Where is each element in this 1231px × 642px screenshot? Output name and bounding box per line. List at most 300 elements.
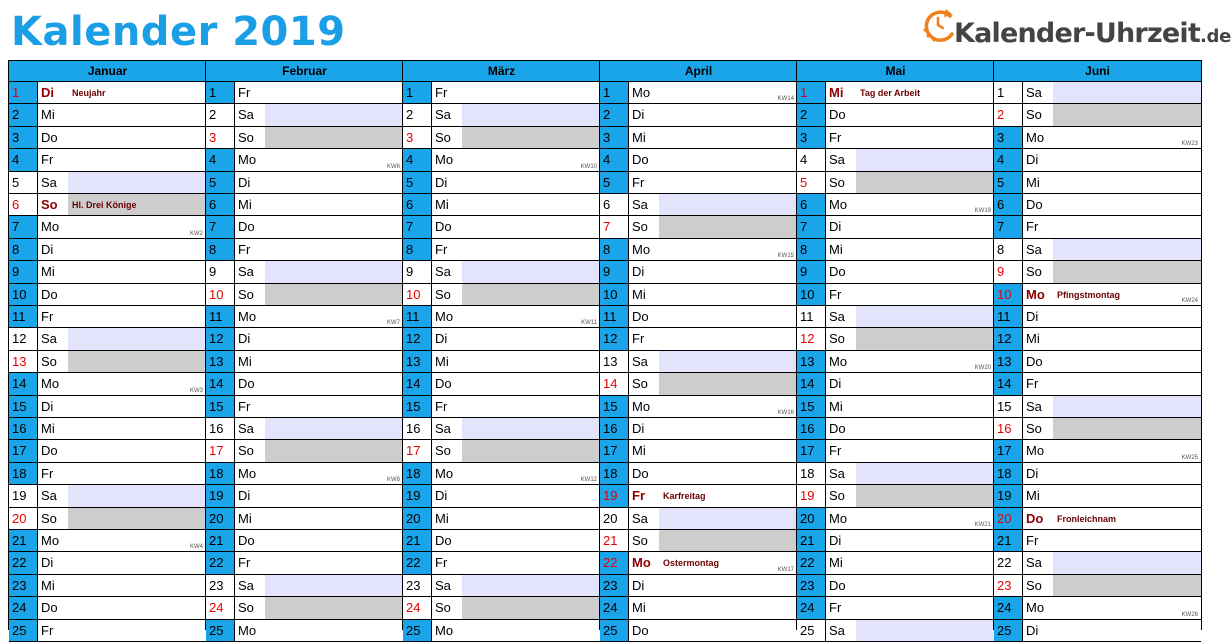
- day-number: 11: [206, 306, 235, 327]
- week-number: KW3: [189, 387, 203, 394]
- weekday-name: Di: [1026, 465, 1039, 481]
- weekday-name: Mo: [829, 510, 848, 526]
- day-row: [994, 149, 1201, 171]
- note-cell: [462, 216, 600, 237]
- day-row: [797, 261, 994, 283]
- day-number: 14: [994, 373, 1023, 394]
- day-row: [600, 508, 797, 530]
- weekday-name: Fr: [829, 286, 842, 302]
- day-row: [600, 351, 797, 373]
- note-cell: [265, 440, 403, 461]
- day-row: [206, 440, 403, 462]
- note-cell: [1053, 597, 1201, 618]
- note-cell: [1053, 172, 1201, 193]
- note-cell: [659, 620, 797, 641]
- weekday-name: Do: [632, 309, 649, 324]
- note-cell: [462, 306, 600, 327]
- day-row: [994, 552, 1201, 574]
- weekday-name: Di: [238, 174, 251, 190]
- day-row: [9, 239, 206, 261]
- month-column: [8, 60, 206, 638]
- day-number: 24: [797, 597, 826, 618]
- weekday-name: Mi: [632, 443, 646, 459]
- note-cell: [856, 508, 994, 529]
- weekday-name: Sa: [238, 577, 254, 593]
- day-row: [797, 172, 994, 194]
- day-number: 17: [600, 440, 629, 461]
- note-cell: [68, 530, 206, 551]
- day-row: [206, 373, 403, 395]
- weekday-name: Do: [1026, 353, 1043, 369]
- day-row: [403, 351, 600, 373]
- note-cell: [68, 620, 206, 641]
- weekday-name: Sa: [41, 488, 57, 504]
- weekday-name: Fr: [41, 622, 54, 638]
- week-number: KW19: [974, 208, 991, 215]
- note-cell: [856, 597, 994, 618]
- day-row: [797, 530, 994, 552]
- weekday-name: Mo: [1026, 286, 1045, 302]
- month-header: Februar: [206, 60, 403, 82]
- day-number: 7: [797, 216, 826, 237]
- weekday-name: Mi: [829, 555, 843, 571]
- day-row: [206, 530, 403, 552]
- holiday-label: Karfreitag: [663, 491, 706, 502]
- note-cell: [856, 396, 994, 417]
- day-number: 4: [403, 149, 432, 170]
- day-number: 25: [797, 620, 826, 641]
- day-row: [206, 597, 403, 619]
- day-row: [9, 485, 206, 507]
- note-cell: [659, 172, 797, 193]
- day-row: [206, 127, 403, 149]
- weekday-name: Di: [829, 533, 842, 548]
- note-cell: [856, 552, 994, 573]
- day-row: [403, 194, 600, 216]
- day-row: [600, 396, 797, 418]
- note-cell: [659, 261, 797, 282]
- weekday-name: Mo: [238, 309, 257, 324]
- weekday-name: Sa: [829, 622, 845, 638]
- day-number: 8: [206, 239, 235, 260]
- note-cell: [265, 127, 403, 148]
- note-cell: [265, 463, 403, 484]
- day-number: 14: [403, 373, 432, 394]
- note-cell: [265, 575, 403, 596]
- day-row: [797, 396, 994, 418]
- note-cell: [659, 440, 797, 461]
- day-number: 22: [600, 552, 629, 573]
- note-cell: [265, 216, 403, 237]
- day-number: 15: [994, 396, 1023, 417]
- site-logo[interactable]: [920, 2, 1231, 58]
- weekday-name: Do: [632, 622, 649, 638]
- day-row: [600, 597, 797, 619]
- month-header: April: [600, 60, 797, 82]
- weekday-name: Sa: [41, 331, 57, 347]
- note-cell: [265, 104, 403, 125]
- day-row: [206, 284, 403, 306]
- day-row: [994, 575, 1201, 597]
- note-cell: [462, 575, 600, 596]
- month-header: Juni: [994, 60, 1201, 82]
- weekday-name: So: [435, 443, 451, 459]
- day-number: 2: [403, 104, 432, 125]
- note-cell: [462, 418, 600, 439]
- day-row: [9, 104, 206, 126]
- day-row: [403, 552, 600, 574]
- day-number: 20: [9, 508, 38, 529]
- day-row: [403, 328, 600, 350]
- day-number: 23: [797, 575, 826, 596]
- note-cell: [68, 216, 206, 237]
- weekday-name: Di: [632, 107, 645, 123]
- weekday-name: Do: [435, 376, 452, 392]
- weekday-name: Di: [41, 85, 54, 100]
- day-number: 21: [797, 530, 826, 551]
- day-number: 5: [797, 172, 826, 193]
- day-number: 9: [9, 261, 38, 282]
- weekday-name: Mo: [238, 622, 257, 638]
- note-cell: [462, 127, 600, 148]
- note-cell: [659, 194, 797, 215]
- weekday-name: Do: [632, 465, 649, 481]
- week-number: KW8: [386, 477, 400, 484]
- day-row: [206, 620, 403, 642]
- note-cell: [462, 284, 600, 305]
- day-number: 10: [797, 284, 826, 305]
- day-row: [600, 261, 797, 283]
- day-row: [994, 530, 1201, 552]
- note-cell: [68, 396, 206, 417]
- day-number: 8: [403, 239, 432, 260]
- day-number: 4: [797, 149, 826, 170]
- holiday-label: Ostermontag: [663, 558, 720, 569]
- weekday-name: Mi: [1026, 331, 1040, 347]
- day-number: 7: [9, 216, 38, 237]
- day-row: [403, 127, 600, 149]
- day-row: [797, 597, 994, 619]
- weekday-name: Di: [435, 331, 448, 347]
- day-row: [797, 104, 994, 126]
- note-cell: [462, 194, 600, 215]
- day-row: [994, 216, 1201, 238]
- note-cell: [1053, 463, 1201, 484]
- day-row: [403, 530, 600, 552]
- day-row: [797, 351, 994, 373]
- holiday-label: Pfingstmontag: [1057, 289, 1120, 300]
- week-number: KW11: [581, 320, 597, 327]
- note-cell: [68, 284, 206, 305]
- day-row: [9, 575, 206, 597]
- day-number: 16: [600, 418, 629, 439]
- weekday-name: So: [632, 219, 648, 235]
- day-row: [797, 575, 994, 597]
- day-row: [206, 216, 403, 238]
- weekday-name: Mo: [829, 353, 848, 369]
- day-number: 4: [600, 149, 629, 170]
- day-number: 14: [9, 373, 38, 394]
- holiday-label: Hl. Drei Könige: [72, 200, 137, 210]
- day-number: 16: [797, 418, 826, 439]
- day-number: 25: [206, 620, 235, 641]
- weekday-name: Sa: [435, 577, 451, 593]
- month-column: [402, 60, 600, 638]
- day-number: 24: [9, 597, 38, 618]
- weekday-name: Mo: [238, 465, 257, 481]
- day-row: [994, 328, 1201, 350]
- day-row: [403, 575, 600, 597]
- day-number: 20: [403, 508, 432, 529]
- weekday-name: Do: [41, 600, 58, 616]
- page-title: Kalender 2019: [11, 9, 346, 55]
- day-row: [600, 530, 797, 552]
- day-row: [994, 172, 1201, 194]
- day-number: 3: [994, 127, 1023, 148]
- weekday-name: Sa: [1026, 241, 1042, 257]
- day-row: [9, 463, 206, 485]
- note-cell: [462, 261, 600, 282]
- note-cell: [68, 373, 206, 394]
- day-number: 19: [403, 485, 432, 506]
- weekday-name: Di: [1026, 309, 1039, 324]
- weekday-name: Do: [1026, 510, 1044, 526]
- day-number: 8: [600, 239, 629, 260]
- weekday-name: Fr: [238, 241, 251, 257]
- weekday-name: Mi: [41, 264, 55, 280]
- weekday-name: So: [41, 353, 57, 369]
- day-row: [797, 306, 994, 328]
- day-row: [403, 597, 600, 619]
- day-number: 6: [403, 194, 432, 215]
- weekday-name: Do: [829, 264, 846, 280]
- day-row: [600, 418, 797, 440]
- note-cell: [265, 194, 403, 215]
- weekday-name: Di: [435, 488, 448, 504]
- note-cell: [1053, 104, 1201, 125]
- day-row: [403, 284, 600, 306]
- day-row: [9, 396, 206, 418]
- month-column: [993, 60, 1202, 638]
- day-number: 9: [600, 261, 629, 282]
- week-number: KW10: [580, 163, 597, 170]
- day-row: [403, 440, 600, 462]
- weekday-name: Fr: [829, 600, 842, 616]
- day-number: 6: [994, 194, 1023, 215]
- weekday-name: Sa: [1026, 555, 1042, 571]
- day-number: 1: [9, 82, 38, 103]
- note-cell: [462, 620, 600, 641]
- day-number: 23: [403, 575, 432, 596]
- day-number: 1: [600, 82, 629, 103]
- note-cell: [265, 82, 403, 103]
- day-number: 3: [9, 127, 38, 148]
- month-header: März: [403, 60, 600, 82]
- weekday-name: So: [829, 331, 845, 347]
- day-number: 24: [994, 597, 1023, 618]
- day-row: [994, 440, 1201, 462]
- week-number: KW24: [1181, 297, 1198, 304]
- logo-text: [954, 18, 1231, 49]
- day-row: [9, 306, 206, 328]
- weekday-name: Mi: [41, 107, 55, 123]
- note-cell: [1053, 306, 1201, 327]
- day-number: 10: [403, 284, 432, 305]
- weekday-name: Fr: [238, 85, 251, 100]
- day-number: 18: [797, 463, 826, 484]
- day-number: 8: [9, 239, 38, 260]
- note-cell: [659, 328, 797, 349]
- day-number: 16: [206, 418, 235, 439]
- day-row: [994, 597, 1201, 619]
- weekday-name: Di: [632, 577, 645, 593]
- day-row: [600, 239, 797, 261]
- day-row: [9, 418, 206, 440]
- note-cell: [68, 485, 206, 506]
- day-row: [9, 508, 206, 530]
- week-number: KW21: [974, 521, 991, 528]
- day-number: 7: [403, 216, 432, 237]
- weekday-name: Mi: [829, 85, 844, 100]
- weekday-name: Di: [1026, 152, 1039, 168]
- weekday-name: Di: [41, 398, 54, 414]
- weekday-name: Fr: [829, 129, 842, 145]
- day-row: [600, 485, 797, 507]
- day-number: 15: [797, 396, 826, 417]
- weekday-name: Do: [829, 107, 846, 123]
- day-number: 12: [403, 328, 432, 349]
- note-cell: [462, 373, 600, 394]
- day-number: 11: [403, 306, 432, 327]
- day-row: [797, 284, 994, 306]
- weekday-name: Di: [41, 555, 54, 571]
- day-number: 1: [403, 82, 432, 103]
- note-cell: [265, 552, 403, 573]
- weekday-name: Mo: [632, 241, 651, 257]
- note-cell: [1053, 216, 1201, 237]
- weekday-name: Mi: [435, 510, 449, 526]
- weekday-name: Mo: [1026, 443, 1045, 459]
- weekday-name: So: [435, 129, 451, 145]
- note-cell: [1053, 440, 1201, 461]
- note-cell: [68, 172, 206, 193]
- weekday-name: Mo: [41, 533, 60, 548]
- note-cell: [265, 418, 403, 439]
- day-row: [600, 306, 797, 328]
- note-cell: [68, 552, 206, 573]
- note-cell: [856, 216, 994, 237]
- day-row: [600, 194, 797, 216]
- day-number: 4: [9, 149, 38, 170]
- day-row: [797, 418, 994, 440]
- weekday-name: Di: [632, 264, 645, 280]
- day-number: 5: [206, 172, 235, 193]
- weekday-name: Mi: [632, 600, 646, 616]
- day-row: [994, 418, 1201, 440]
- day-row: [600, 172, 797, 194]
- day-number: 15: [206, 396, 235, 417]
- note-cell: [856, 530, 994, 551]
- weekday-name: Mo: [829, 197, 848, 212]
- note-cell: [462, 530, 600, 551]
- day-row: [994, 351, 1201, 373]
- day-row: [994, 373, 1201, 395]
- day-number: 14: [206, 373, 235, 394]
- logo-name: Kalender-Uhrzeit: [954, 18, 1200, 49]
- note-cell: [856, 418, 994, 439]
- note-cell: [462, 463, 600, 484]
- day-row: [9, 328, 206, 350]
- day-number: 21: [600, 530, 629, 551]
- weekday-name: Di: [238, 331, 251, 347]
- day-row: [403, 239, 600, 261]
- week-number: KW7: [386, 320, 400, 327]
- note-cell: [659, 463, 797, 484]
- note-cell: [462, 351, 600, 372]
- day-number: 19: [994, 485, 1023, 506]
- weekday-name: Mo: [435, 309, 454, 324]
- day-row: [403, 396, 600, 418]
- day-row: [600, 104, 797, 126]
- day-row: [797, 216, 994, 238]
- weekday-name: Mi: [1026, 174, 1040, 190]
- note-cell: [1053, 575, 1201, 596]
- note-cell: [462, 552, 600, 573]
- weekday-name: Sa: [1026, 85, 1042, 100]
- note-cell: [462, 104, 600, 125]
- day-number: 2: [206, 104, 235, 125]
- day-number: 11: [600, 306, 629, 327]
- weekday-name: Fr: [41, 152, 54, 168]
- weekday-name: Sa: [632, 197, 648, 212]
- day-row: [206, 104, 403, 126]
- note-cell: [68, 306, 206, 327]
- day-row: [9, 440, 206, 462]
- weekday-name: Fr: [238, 555, 251, 571]
- weekday-name: Sa: [238, 421, 254, 436]
- month-header: Mai: [797, 60, 994, 82]
- weekday-name: Mo: [632, 85, 651, 100]
- day-row: [994, 396, 1201, 418]
- weekday-name: Mo: [435, 465, 454, 481]
- day-number: 15: [403, 396, 432, 417]
- weekday-name: Do: [1026, 197, 1043, 212]
- weekday-name: Di: [435, 174, 448, 190]
- day-row: [797, 127, 994, 149]
- day-number: 3: [797, 127, 826, 148]
- day-number: 22: [9, 552, 38, 573]
- weekday-name: Sa: [435, 421, 451, 436]
- day-number: 17: [9, 440, 38, 461]
- weekday-name: Mi: [238, 510, 252, 526]
- day-row: [403, 172, 600, 194]
- weekday-name: Fr: [435, 241, 448, 257]
- note-cell: [265, 328, 403, 349]
- day-row: [403, 418, 600, 440]
- day-number: 5: [403, 172, 432, 193]
- note-cell: [68, 508, 206, 529]
- weekday-name: Mo: [435, 152, 454, 168]
- day-number: 13: [994, 351, 1023, 372]
- day-number: 18: [403, 463, 432, 484]
- note-cell: [1053, 82, 1201, 103]
- note-cell: [1053, 127, 1201, 148]
- weekday-name: So: [435, 286, 451, 302]
- week-number: KW16: [777, 409, 794, 416]
- weekday-name: So: [435, 600, 451, 616]
- weekday-name: So: [41, 510, 57, 526]
- holiday-label: Tag der Arbeit: [860, 88, 921, 98]
